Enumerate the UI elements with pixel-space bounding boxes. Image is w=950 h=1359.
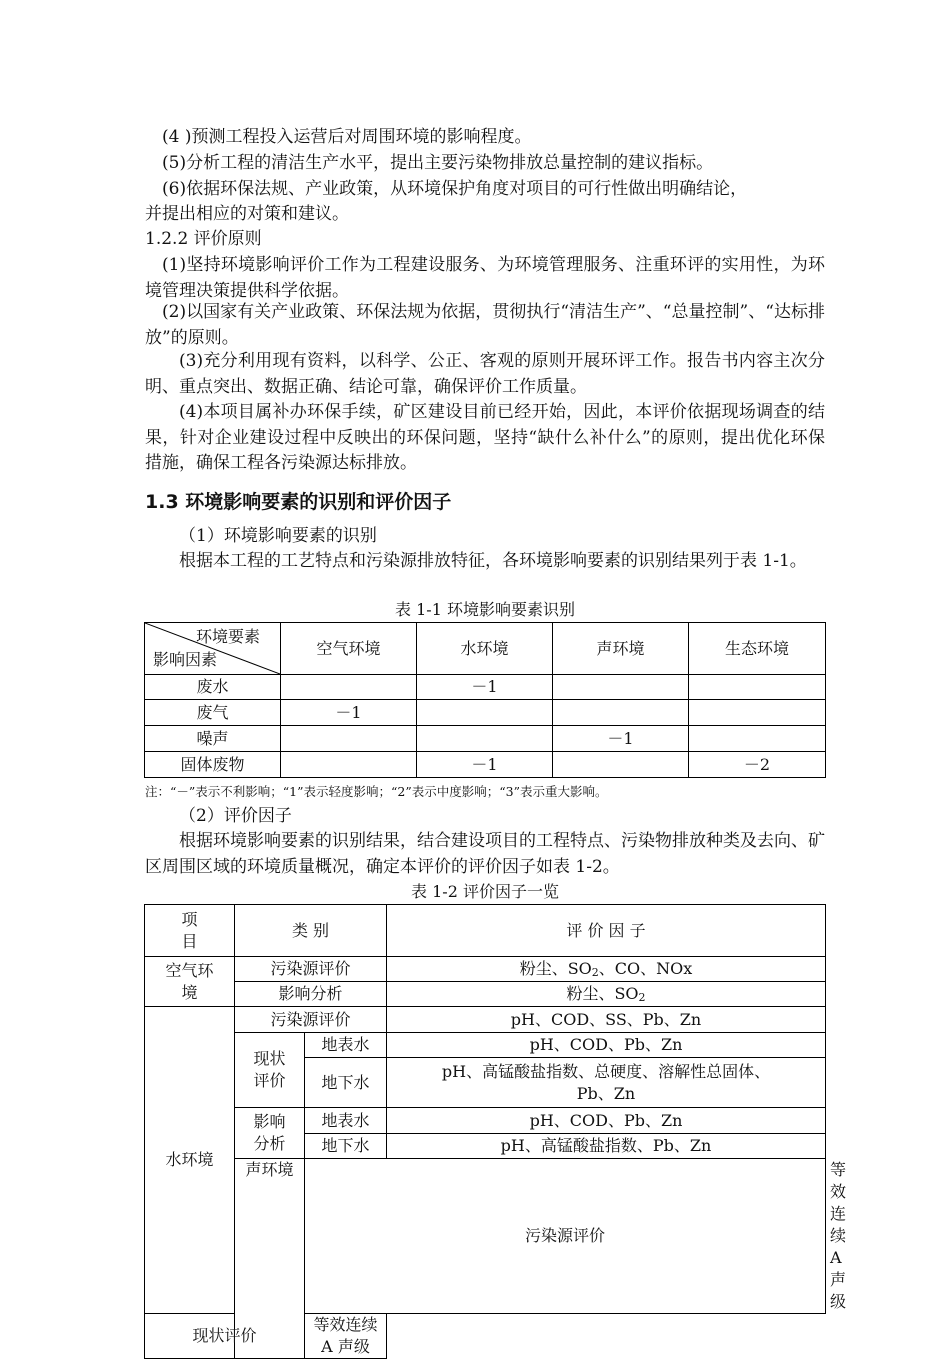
- row-label: 噪声: [145, 726, 281, 752]
- item-1-heading: （1）环境影响要素的识别: [179, 526, 377, 546]
- table-cell: [689, 675, 826, 700]
- table-cell: [281, 752, 417, 778]
- table-row: [145, 1033, 826, 1058]
- row-label: 废气: [145, 700, 281, 726]
- paragraph: (4 )预测工程投入运营后对周围环境的影响程度。: [162, 127, 532, 147]
- table-cell: [417, 726, 553, 752]
- factor-cell: pH、COD、Pb、Zn: [387, 1033, 826, 1058]
- category-cell: 污染源评价: [235, 957, 387, 982]
- table-cell: [553, 675, 689, 700]
- principle-2: (2)以国家有关产业政策、环保法规为依据，贯彻执行“清洁生产”、“总量控制”、“达标排放”的原则。: [145, 302, 825, 348]
- table-row: [145, 1314, 826, 1359]
- factor-cell: pH、COD、SS、Pb、Zn: [387, 1007, 826, 1033]
- header-item: 项 目: [145, 905, 235, 957]
- factor-cell: 粉尘、$SO_2$、CO、NOx: [387, 957, 826, 982]
- sub-category-cell: 地下水: [305, 1058, 387, 1108]
- section-heading: 1.3 环境影响要素的识别和评价因子: [145, 491, 452, 513]
- factor-cell: 粉尘、$SO_2$: [387, 982, 826, 1007]
- table-1-column-header: 水环境: [417, 623, 553, 675]
- factor-cell: 等效连续 A 声级: [305, 1314, 387, 1359]
- table-1-caption: 表 1-1 环境影响要素识别: [395, 600, 575, 619]
- row-label: 废水: [145, 675, 281, 700]
- table-row: [145, 957, 826, 982]
- table-cell: [689, 700, 826, 726]
- factor-cell: pH、高锰酸盐指数、Pb、Zn: [387, 1134, 826, 1159]
- table-cell: [281, 726, 417, 752]
- table-row: 声环境 污染源评价 等效连续 A 声级: [145, 1159, 826, 1314]
- table-cell: [689, 726, 826, 752]
- table-row: [145, 1108, 826, 1134]
- table-1-column-header: 生态环境: [689, 623, 826, 675]
- table-cell: －1: [417, 675, 553, 700]
- category-cell: 现状 评价: [235, 1033, 305, 1108]
- principle-4: (4)本项目属补办环保手续，矿区建设目前已经开始，因此，本评价依据现场调查的结果，针对企业建设过程中反映出的环保问题，坚持“缺什么补什么”的原则，提出优化环保措施，确保工程各污染源达标排放。: [145, 402, 825, 473]
- table-row: [145, 982, 826, 1007]
- item-1-text: 根据本工程的工艺特点和污染源排放特征，各环境影响要素的识别结果列于表 1-1。: [179, 551, 807, 571]
- principle-3: (3)充分利用现有资料，以科学、公正、客观的原则开展环评工作。报告书内容主次分明、重点突出、数据正确、结论可靠，确保评价工作质量。: [145, 351, 825, 397]
- category-cell: 影响分析: [235, 982, 387, 1007]
- item-2-heading: （2）评价因子: [179, 806, 292, 826]
- table-row: [145, 700, 826, 726]
- principle-1: (1)坚持环境影响评价工作为工程建设服务、为环境管理服务、注重环评的实用性，为环境管理决策提供科学依据。: [145, 255, 825, 301]
- category-cell: 现状评价: [145, 1314, 305, 1359]
- corner-top-label: 环境要素: [195, 627, 260, 646]
- table-1-column-header: 声环境: [553, 623, 689, 675]
- table-2-caption: 表 1-2 评价因子一览: [411, 882, 559, 901]
- table-1: [144, 622, 826, 778]
- table-cell: －2: [689, 752, 826, 778]
- table-cell: [281, 675, 417, 700]
- table-2: [144, 904, 847, 1359]
- table-row: [145, 752, 826, 778]
- factor-cell: pH、高锰酸盐指数、总硬度、溶解性总固体、Pb、Zn: [387, 1058, 826, 1108]
- paragraph: (6)依据环保法规、产业政策，从环境保护角度对项目的可行性做出明确结论，: [162, 179, 748, 199]
- header-category: 类 别: [235, 905, 387, 957]
- category-cell: 影响 分析: [235, 1108, 305, 1159]
- corner-diagonal-line: [145, 623, 280, 674]
- table-row: [145, 1007, 826, 1033]
- category-cell: 污染源评价: [235, 1007, 387, 1033]
- table-1-column-header: 空气环境: [281, 623, 417, 675]
- factor-cell: pH、COD、Pb、Zn: [387, 1108, 826, 1134]
- category-cell: 污染源评价: [305, 1159, 826, 1314]
- sub-category-cell: 地下水: [305, 1134, 387, 1159]
- air-label: 空气环 境: [145, 957, 235, 1007]
- sub-category-cell: 地表水: [305, 1108, 387, 1134]
- table-cell: －1: [417, 752, 553, 778]
- table-row: [145, 675, 826, 700]
- row-label: 固体废物: [145, 752, 281, 778]
- table-cell: －1: [281, 700, 417, 726]
- item-2-text: 根据环境影响要素的识别结果，结合建设项目的工程特点、污染物排放种类及去向、矿区周围区域的环境质量概况，确定本评价的评价因子如表 1-2。: [145, 831, 825, 877]
- sub-category-cell: 地表水: [305, 1033, 387, 1058]
- table-cell: [553, 752, 689, 778]
- sub-heading: 1.2.2 评价原则: [145, 229, 262, 249]
- table-cell: [553, 700, 689, 726]
- table-1-corner-cell: [145, 623, 281, 675]
- header-factors: 评 价 因 子: [387, 905, 826, 957]
- table-cell: [417, 700, 553, 726]
- table-row: [145, 726, 826, 752]
- paragraph: 并提出相应的对策和建议。: [145, 204, 349, 224]
- table-cell: －1: [553, 726, 689, 752]
- corner-bottom-label: 影响因素: [153, 650, 218, 669]
- paragraph: (5)分析工程的清洁生产水平，提出主要污染物排放总量控制的建议指标。: [162, 153, 714, 173]
- table-1-note: 注：“－”表示不利影响；“1”表示轻度影响；“2”表示中度影响；“3”表示重大影响。: [145, 784, 608, 799]
- water-label: 水环境: [145, 1007, 235, 1314]
- noise-label: 声环境: [235, 1159, 305, 1359]
